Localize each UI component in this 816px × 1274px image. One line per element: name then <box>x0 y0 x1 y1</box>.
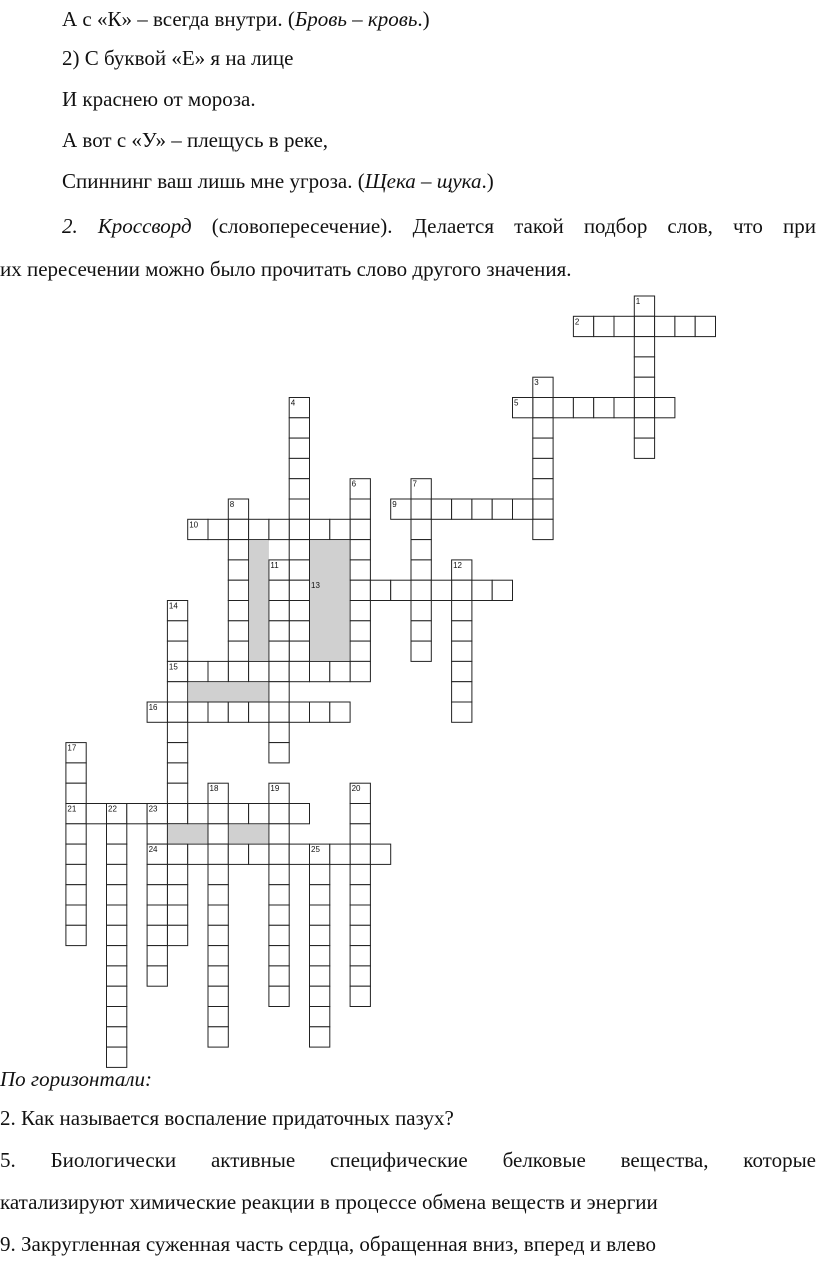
crossword-cell[interactable] <box>66 844 86 864</box>
crossword-cell[interactable] <box>553 398 573 418</box>
crossword-cell[interactable] <box>350 560 370 580</box>
crossword-cell[interactable] <box>310 905 330 925</box>
crossword-cell[interactable] <box>208 946 228 966</box>
shaded-cell <box>188 682 268 701</box>
crossword-cell[interactable] <box>228 702 248 722</box>
crossword-cell[interactable] <box>350 540 370 560</box>
crossword-cell[interactable] <box>86 804 106 824</box>
crossword-cell[interactable] <box>208 844 228 864</box>
crossword-cell[interactable] <box>167 641 187 661</box>
crossword-cell[interactable] <box>208 905 228 925</box>
crossword-cell[interactable] <box>350 885 370 905</box>
crossword-cell[interactable] <box>350 946 370 966</box>
crossword-cell[interactable] <box>594 398 614 418</box>
crossword-cell[interactable] <box>147 824 167 844</box>
crossword-cell[interactable] <box>452 661 472 681</box>
crossword-cell[interactable] <box>107 864 127 884</box>
crossword-cell[interactable] <box>228 804 248 824</box>
clue-5: 5. Биологически активные специфические белковые вещества, которые <box>0 1148 816 1172</box>
crossword-cell[interactable] <box>594 316 614 336</box>
crossword-cell[interactable] <box>208 1007 228 1027</box>
crossword-number: 17 <box>67 743 77 753</box>
crossword-cell[interactable] <box>167 864 187 884</box>
crossword-cell[interactable] <box>411 580 431 600</box>
crossword-cell[interactable] <box>66 885 86 905</box>
crossword-number: 1 <box>635 297 641 306</box>
shaded-cell <box>229 824 269 843</box>
crossword-cell[interactable] <box>208 1027 228 1047</box>
crossword-cell[interactable] <box>269 844 289 864</box>
crossword-cell[interactable] <box>167 804 187 824</box>
crossword-cell[interactable] <box>269 986 289 1006</box>
crossword-cell[interactable] <box>411 540 431 560</box>
riddle-line-3: И краснею от мороза. <box>62 87 256 111</box>
crossword-cell[interactable] <box>310 519 330 539</box>
riddle-line-1: А с «К» – всегда внутри. (Бровь – кровь.) <box>62 7 430 31</box>
crossword-number: 3 <box>534 378 539 388</box>
crossword-cell[interactable] <box>350 986 370 1006</box>
crossword-cell[interactable] <box>614 316 634 336</box>
crossword-cell[interactable] <box>107 1007 127 1027</box>
crossword-cell[interactable] <box>452 601 472 621</box>
crossword-cell[interactable] <box>228 661 248 681</box>
crossword-cell[interactable] <box>310 1007 330 1027</box>
crossword-cell[interactable] <box>269 946 289 966</box>
crossword-number: 18 <box>209 784 219 794</box>
crossword-cell[interactable] <box>289 519 309 539</box>
crossword-cell[interactable] <box>269 682 289 702</box>
crossword-cell[interactable] <box>310 864 330 884</box>
crossword-cell[interactable] <box>289 702 309 722</box>
crossword-cell[interactable] <box>249 844 269 864</box>
crossword-cell[interactable] <box>655 398 675 418</box>
crossword-cell[interactable] <box>269 661 289 681</box>
crossword-cell[interactable] <box>533 479 553 499</box>
crossword-number: 11 <box>270 560 279 570</box>
crossword-cell[interactable] <box>350 499 370 519</box>
crossword-cell[interactable] <box>188 804 208 824</box>
crossword-cell[interactable] <box>269 601 289 621</box>
crossword-cell[interactable] <box>167 925 187 945</box>
crossword-cell[interactable] <box>249 804 269 824</box>
crossword-cell[interactable] <box>208 925 228 945</box>
crossword-cell[interactable] <box>127 804 147 824</box>
crossword-cell[interactable] <box>289 540 309 560</box>
crossword-cell[interactable] <box>66 925 86 945</box>
crossword-cell[interactable] <box>330 844 350 864</box>
crossword-cell[interactable] <box>310 885 330 905</box>
clues-heading: По горизонтали: <box>0 1067 153 1091</box>
crossword-cell[interactable] <box>431 499 451 519</box>
crossword-cell[interactable] <box>289 601 309 621</box>
crossword-cell[interactable] <box>472 499 492 519</box>
crossword-cell[interactable] <box>350 519 370 539</box>
crossword-cell[interactable] <box>269 641 289 661</box>
crossword-cell[interactable] <box>675 316 695 336</box>
crossword-cell[interactable] <box>208 661 228 681</box>
crossword-cell[interactable] <box>147 905 167 925</box>
crossword-cell[interactable] <box>310 966 330 986</box>
crossword-cell[interactable] <box>249 702 269 722</box>
crossword-cell[interactable] <box>249 661 269 681</box>
crossword-cell[interactable] <box>249 519 269 539</box>
crossword-cell[interactable] <box>289 804 309 824</box>
crossword-cell[interactable] <box>411 621 431 641</box>
crossword-cell[interactable] <box>289 438 309 458</box>
crossword-cell[interactable] <box>269 621 289 641</box>
crossword-number: 6 <box>351 479 357 489</box>
crossword-cell[interactable] <box>147 966 167 986</box>
crossword-cell[interactable] <box>107 905 127 925</box>
crossword-cell[interactable] <box>330 519 350 539</box>
crossword-cell[interactable] <box>208 824 228 844</box>
crossword-cell[interactable] <box>66 864 86 884</box>
crossword-cell[interactable] <box>533 438 553 458</box>
section-intro-cont: их пересечении можно было прочитать слово другого значения. <box>0 257 572 281</box>
crossword-cell[interactable] <box>269 885 289 905</box>
crossword-cell[interactable] <box>167 844 187 864</box>
crossword-cell[interactable] <box>269 864 289 884</box>
crossword-cell[interactable] <box>107 946 127 966</box>
crossword-cell[interactable] <box>107 1047 127 1067</box>
crossword-cell[interactable] <box>452 682 472 702</box>
crossword-cell[interactable] <box>573 398 593 418</box>
crossword-cell[interactable] <box>350 844 370 864</box>
crossword-number: 13 <box>311 581 320 591</box>
crossword-cell[interactable] <box>269 804 289 824</box>
crossword-cell[interactable] <box>208 986 228 1006</box>
crossword-cell[interactable] <box>370 580 390 600</box>
crossword-cell[interactable] <box>208 864 228 884</box>
crossword-cell[interactable] <box>188 702 208 722</box>
crossword-cell[interactable] <box>147 946 167 966</box>
crossword-cell[interactable] <box>147 925 167 945</box>
crossword-cell[interactable] <box>107 966 127 986</box>
crossword-cell[interactable] <box>147 885 167 905</box>
crossword-number: 16 <box>148 703 158 712</box>
crossword-cell[interactable] <box>269 966 289 986</box>
crossword-cell[interactable] <box>310 661 330 681</box>
shaded-cell <box>168 824 208 843</box>
crossword-cell[interactable] <box>269 519 289 539</box>
crossword-cell[interactable] <box>228 540 248 560</box>
crossword-cell[interactable] <box>188 844 208 864</box>
crossword-cell[interactable] <box>452 621 472 641</box>
crossword-number: 14 <box>168 601 178 611</box>
crossword-cell[interactable] <box>513 499 533 519</box>
crossword-cell[interactable] <box>411 499 431 519</box>
clue-9: 9. Закругленная суженная часть сердца, обращенная вниз, вперед и влево <box>0 1232 656 1256</box>
crossword-cell[interactable] <box>107 844 127 864</box>
crossword-cell[interactable] <box>533 458 553 478</box>
crossword-cell[interactable] <box>107 986 127 1006</box>
crossword-number: 20 <box>351 784 361 794</box>
crossword-cell[interactable] <box>107 925 127 945</box>
crossword-cell[interactable] <box>107 885 127 905</box>
crossword-cell[interactable] <box>350 824 370 844</box>
crossword-cell[interactable] <box>289 499 309 519</box>
crossword-cell[interactable] <box>411 641 431 661</box>
crossword-cell[interactable] <box>228 519 248 539</box>
crossword-number: 19 <box>270 784 280 794</box>
crossword-cell[interactable] <box>634 316 654 336</box>
crossword-number: 23 <box>148 804 158 814</box>
riddle-line-4: А вот с «У» – плещусь в реке, <box>62 128 329 152</box>
crossword-number: 8 <box>229 500 235 509</box>
crossword-cell[interactable] <box>66 824 86 844</box>
crossword-cell[interactable] <box>452 702 472 722</box>
crossword-cell[interactable] <box>66 905 86 925</box>
crossword-cell[interactable] <box>452 499 472 519</box>
crossword-number: 24 <box>148 845 158 855</box>
crossword-cell[interactable] <box>289 418 309 438</box>
crossword-cell[interactable] <box>289 661 309 681</box>
crossword-cell[interactable] <box>228 844 248 864</box>
crossword-cell[interactable] <box>350 661 370 681</box>
crossword-cell[interactable] <box>350 580 370 600</box>
crossword-cell[interactable] <box>208 804 228 824</box>
crossword-cell[interactable] <box>492 580 512 600</box>
crossword-cell[interactable] <box>208 702 228 722</box>
crossword-cell[interactable] <box>391 580 411 600</box>
crossword-cell[interactable] <box>167 702 187 722</box>
clue-5-cont: катализируют химические реакции в процессе обмена веществ и энергии <box>0 1190 658 1214</box>
crossword-number: 5 <box>514 398 519 408</box>
crossword-cell[interactable] <box>167 682 187 702</box>
crossword-cell[interactable] <box>147 864 167 884</box>
crossword-cell[interactable] <box>269 580 289 600</box>
crossword-number: 21 <box>67 804 77 814</box>
crossword-cell[interactable] <box>167 763 187 783</box>
crossword-cell[interactable] <box>228 601 248 621</box>
crossword-cell[interactable] <box>289 458 309 478</box>
crossword-cell[interactable] <box>289 479 309 499</box>
crossword-cell[interactable] <box>289 560 309 580</box>
crossword-cell[interactable] <box>269 824 289 844</box>
crossword-cell[interactable] <box>492 499 512 519</box>
crossword-cell[interactable] <box>350 601 370 621</box>
crossword-cell[interactable] <box>269 743 289 763</box>
crossword-cell[interactable] <box>167 905 187 925</box>
crossword-number: 2 <box>574 317 580 327</box>
crossword-cell[interactable] <box>411 601 431 621</box>
crossword-cell[interactable] <box>167 885 187 905</box>
crossword-cell[interactable] <box>350 905 370 925</box>
crossword-cell[interactable] <box>634 418 654 438</box>
crossword-cell[interactable] <box>66 783 86 803</box>
crossword-cell[interactable] <box>350 804 370 824</box>
crossword-cell[interactable] <box>533 519 553 539</box>
crossword-cell[interactable] <box>614 398 634 418</box>
crossword-cell[interactable] <box>411 560 431 580</box>
crossword-cell[interactable] <box>330 661 350 681</box>
crossword-cell[interactable] <box>269 702 289 722</box>
crossword-cell[interactable] <box>533 418 553 438</box>
crossword-cell[interactable] <box>634 357 654 377</box>
crossword-cell[interactable] <box>310 986 330 1006</box>
crossword-cell[interactable] <box>269 905 289 925</box>
crossword-cell[interactable] <box>634 438 654 458</box>
crossword-cell[interactable] <box>370 844 390 864</box>
crossword-number: 10 <box>189 520 199 530</box>
crossword-number: 25 <box>311 845 320 855</box>
crossword-cell[interactable] <box>107 1027 127 1047</box>
section-intro: 2. Кроссворд (словопересечение). Делается такой подбор слов, что при <box>62 214 816 238</box>
crossword-cell[interactable] <box>107 824 127 844</box>
crossword-cell[interactable] <box>350 641 370 661</box>
riddle-line-2: 2) С буквой «Е» я на лице <box>62 46 294 70</box>
crossword-cell[interactable] <box>411 519 431 539</box>
riddle-line-5: Спиннинг ваш лишь мне угроза. (Щека – щука.) <box>62 169 494 193</box>
crossword-cell[interactable] <box>208 966 228 986</box>
crossword-cell[interactable] <box>228 621 248 641</box>
crossword-cell[interactable] <box>452 641 472 661</box>
crossword-cell[interactable] <box>228 560 248 580</box>
crossword-cell[interactable] <box>695 316 715 336</box>
crossword-cell[interactable] <box>167 621 187 641</box>
crossword-cell[interactable] <box>269 722 289 742</box>
crossword-number: 22 <box>108 804 117 814</box>
crossword-cell[interactable] <box>289 844 309 864</box>
crossword-cell[interactable] <box>310 1027 330 1047</box>
crossword-cell[interactable] <box>289 621 309 641</box>
crossword-cell[interactable] <box>228 641 248 661</box>
crossword-cell[interactable] <box>167 722 187 742</box>
crossword-cell[interactable] <box>167 783 187 803</box>
crossword-cell[interactable] <box>350 621 370 641</box>
crossword-number: 7 <box>412 479 417 489</box>
shaded-cell <box>249 540 268 661</box>
crossword-cell[interactable] <box>208 885 228 905</box>
crossword-cell[interactable] <box>208 519 228 539</box>
crossword-cell[interactable] <box>66 763 86 783</box>
crossword-cell[interactable] <box>350 864 370 884</box>
clue-2: 2. Как называется воспаление придаточных пазух? <box>0 1106 454 1130</box>
crossword-cell[interactable] <box>310 702 330 722</box>
crossword-cell[interactable] <box>634 398 654 418</box>
crossword-cell[interactable] <box>431 580 451 600</box>
crossword-cell[interactable] <box>634 377 654 397</box>
crossword-cell[interactable] <box>167 743 187 763</box>
crossword-cell[interactable] <box>533 398 553 418</box>
crossword-cell[interactable] <box>472 580 492 600</box>
crossword-cell[interactable] <box>289 580 309 600</box>
crossword-cell[interactable] <box>350 966 370 986</box>
crossword-number: 15 <box>168 662 178 672</box>
crossword-cell[interactable] <box>350 925 370 945</box>
crossword-cell[interactable] <box>452 580 472 600</box>
section-title: 2. Кроссворд <box>62 214 192 238</box>
crossword-number: 4 <box>290 398 296 408</box>
shaded-cell <box>310 540 350 661</box>
crossword-cell[interactable] <box>310 925 330 945</box>
crossword-cell[interactable] <box>269 925 289 945</box>
crossword-cell[interactable] <box>634 337 654 357</box>
crossword-cell[interactable] <box>533 499 553 519</box>
crossword-number: 9 <box>392 500 397 509</box>
crossword-cell[interactable] <box>655 316 675 336</box>
crossword-cell[interactable] <box>330 702 350 722</box>
crossword-number: 12 <box>453 560 463 570</box>
crossword-cell[interactable] <box>310 946 330 966</box>
crossword-cell[interactable] <box>188 661 208 681</box>
crossword-cell[interactable] <box>289 641 309 661</box>
crossword-cell[interactable] <box>228 580 248 600</box>
